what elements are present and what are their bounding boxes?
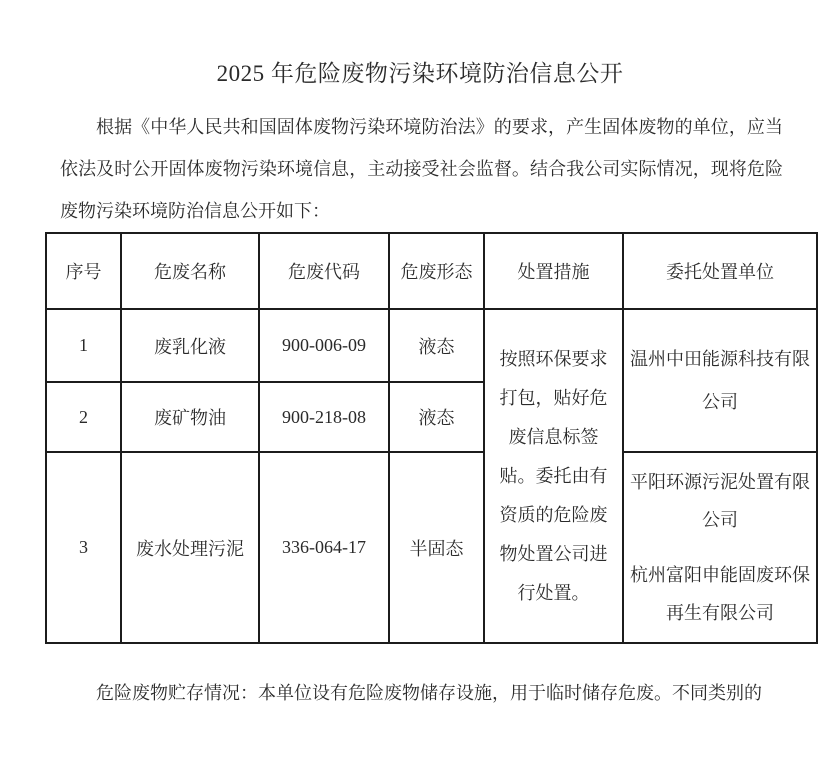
header-entrusted-unit: 委托处置单位: [623, 233, 817, 309]
document-title: 2025 年危险废物污染环境防治信息公开: [216, 61, 624, 86]
hazardous-waste-table: [45, 232, 818, 644]
cell-entrusted-unit-rows-1-2: 温州中田能源科技有限公司: [623, 309, 817, 452]
cell-row2-code: 900-218-08: [259, 382, 389, 452]
cell-row1-seq: 1: [46, 309, 121, 382]
table-header-row: [46, 233, 817, 309]
header-waste-code: 危废代码: [259, 233, 389, 309]
cell-disposal-measure: 按照环保要求打包，贴好危废信息标签贴。委托由有资质的危险废物处置公司进行处置。: [484, 309, 623, 643]
cell-row2-form: 液态: [389, 382, 484, 452]
cell-row3-name: 废水处理污泥: [121, 452, 259, 643]
table-row: [46, 452, 817, 643]
header-disposal-measure: 处置措施: [484, 233, 623, 309]
entrusted-unit-pingyang: 平阳环源污泥处置有限公司: [630, 472, 810, 530]
cell-row1-code: 900-006-09: [259, 309, 389, 382]
cell-row2-name: 废矿物油: [121, 382, 259, 452]
cell-row3-form: 半固态: [389, 452, 484, 643]
cell-row3-code: 336-064-17: [259, 452, 389, 643]
cell-row2-seq: 2: [46, 382, 121, 452]
cell-row3-seq: 3: [46, 452, 121, 643]
cell-entrusted-unit-row-3: [623, 452, 817, 643]
document-page: [0, 58, 840, 773]
intro-paragraph: 根据《中华人民共和国固体废物污染环境防治法》的要求，产生固体废物的单位，应当依法及时公开固体废物污染环境信息，主动接受社会监督。结合我公司实际情况，现将危险废物污染环境防治信息公开如下：: [60, 117, 783, 221]
entrusted-unit-hangzhou: 杭州富阳申能固废环保再生有限公司: [630, 565, 810, 623]
header-waste-form: 危废形态: [389, 233, 484, 309]
storage-status-paragraph: 危险废物贮存情况：本单位设有危险废物储存设施，用于临时储存危废。不同类别的: [96, 683, 762, 703]
header-seq: 序号: [46, 233, 121, 309]
header-waste-name: 危废名称: [121, 233, 259, 309]
cell-row1-name: 废乳化液: [121, 309, 259, 382]
cell-row1-form: 液态: [389, 309, 484, 382]
table-row: [46, 309, 817, 382]
